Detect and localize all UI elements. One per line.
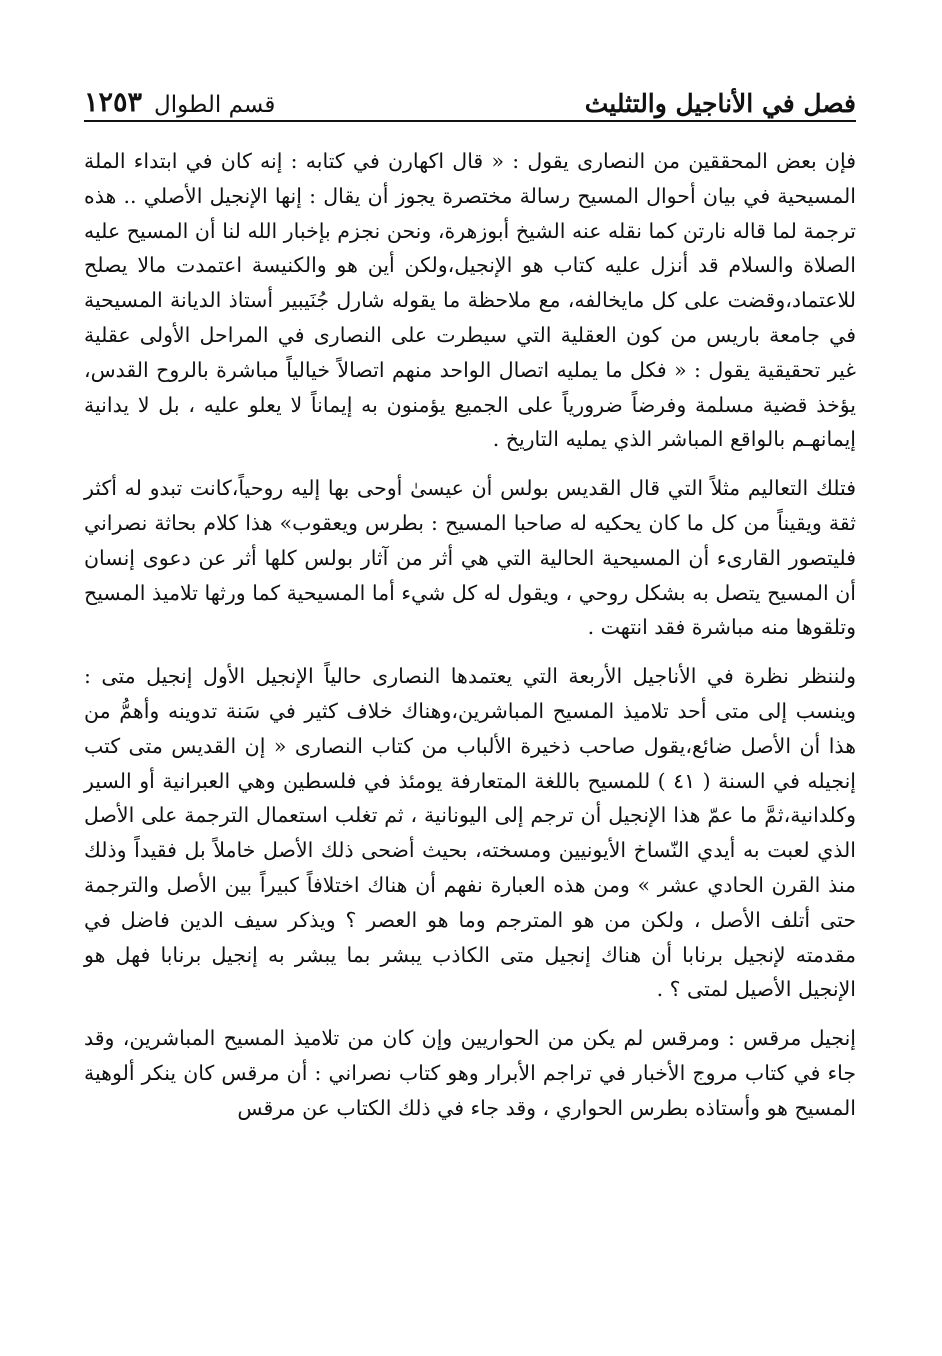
chapter-title: فصل في الأناجيل والتثليث bbox=[584, 89, 856, 118]
body-text bbox=[84, 144, 856, 1126]
paragraph-4: إنجيل مرقس : ومرقس لم يكن من الحواريين وإن كان من تلاميذ المسيح المباشرين، وقد جاء في كتاب مروج الأخبار في تراجم الأبرار وهو كتاب نصراني : أن مرقس كان ينكر ألوهية المسيح هو وأستاذه بطرس الحواري ، وقد جاء في ذلك الكتاب عن مرقس bbox=[84, 1026, 856, 1120]
running-header bbox=[84, 78, 856, 118]
paragraph-1: فإن بعض المحققين من النصارى يقول : « قال اكهارن في كتابه : إنه كان في ابتداء الملة المسيحية في بيان أحوال المسيح رسالة مختصرة يجوز أن يقال : إنها الإنجيل الأصلي .. هذه ترجمة لما قاله نارتن كما نقله عنه الشيخ أبوزهرة، ونحن نجزم بإخبار الله لنا أن المسيح عليه الصلاة والسلام قد أنزل عليه كتاب هو الإنجيل،ولكن أين هو والكنيسة اعتمدت مالا يصلح للاعتماد،وقضت على كل مايخالفه، مع ملاحظة ما يقوله شارل جُنَيبير أستاذ الديانة المسيحية في جامعة باريس من كون العقلية التي سيطرت على النصارى في المراحل الأولى عقلية غير تحقيقية يقول : « فكل ما يمليه اتصال الواحد منهم اتصالاً خيالياً مباشرة بالروح القدس، يؤخذ قضية مسلمة وفرضاً ضرورياً على الجميع يؤمنون به إيماناً لا يعلو عليه ، بل لا يدانية إيمانهـم بالواقع المباشر الذي يمليه التاريخ . bbox=[84, 149, 856, 452]
header-rule bbox=[84, 120, 856, 122]
paragraph-2: فتلك التعاليم مثلاً التي قال القديس بولس أن عيسىٰ أوحى بها إليه روحياً،كانت تبدو له أكثر ثقة ويقيناً من كل ما كان يحكيه له صاحبا المسيح : بطرس ويعقوب» هذا كلام بحاثة نصراني فليتصور القارىء أن المسيحية الحالية التي هي أثر من آثار بولس كلها أثر عن دعوى إنسان أن المسيح يتصل به بشكل روحي ، ويقول له كل شيء أما المسيحية كما ورثها تلاميذ المسيح وتلقوها منه مباشرة فقد انتهت . bbox=[84, 476, 856, 640]
section-and-page bbox=[84, 87, 275, 118]
section-title: قسم الطوال bbox=[154, 92, 276, 118]
paragraph-3: ولننظر نظرة في الأناجيل الأربعة التي يعتمدها النصارى حالياً الإنجيل الأول إنجيل متى : وينسب إلى متى أحد تلاميذ المسيح المباشرين،وهناك خلاف كثير في سَنة تدوينه وأهمُّ من هذا أن الأصل ضائع،يقول صاحب ذخيرة الألباب من كتاب النصارى « إن القديس متى كتب إنجيله في السنة ( ٤١ ) للمسيح باللغة المتعارفة يومئذ في فلسطين وهي العبرانية أو السير وكلدانية،ثمَّ ما عمّ هذا الإنجيل أن ترجم إلى اليونانية ، ثم تغلب استعمال الترجمة على الأصل الذي لعبت به أيدي النّساخ الأيونيين ومسخته، بحيث أضحى ذلك الأصل خاملاً بل فقيداً وذلك منذ القرن الحادي عشر » ومن هذه العبارة نفهم أن هناك اختلافاً كبيراً بين الأصل والترجمة حتى أتلف الأصل ، ولكن من هو المترجم وما هو العصر ؟ ويذكر سيف الدين فاضل في مقدمته لإنجيل برنابا أن هناك إنجيل متى الكاذب يبشر بما يبشر به إنجيل برنابا فهل هو الإنجيل الأصيل لمتى ؟ . bbox=[84, 664, 856, 1002]
page-number: ١٢٥٣ bbox=[84, 87, 143, 118]
